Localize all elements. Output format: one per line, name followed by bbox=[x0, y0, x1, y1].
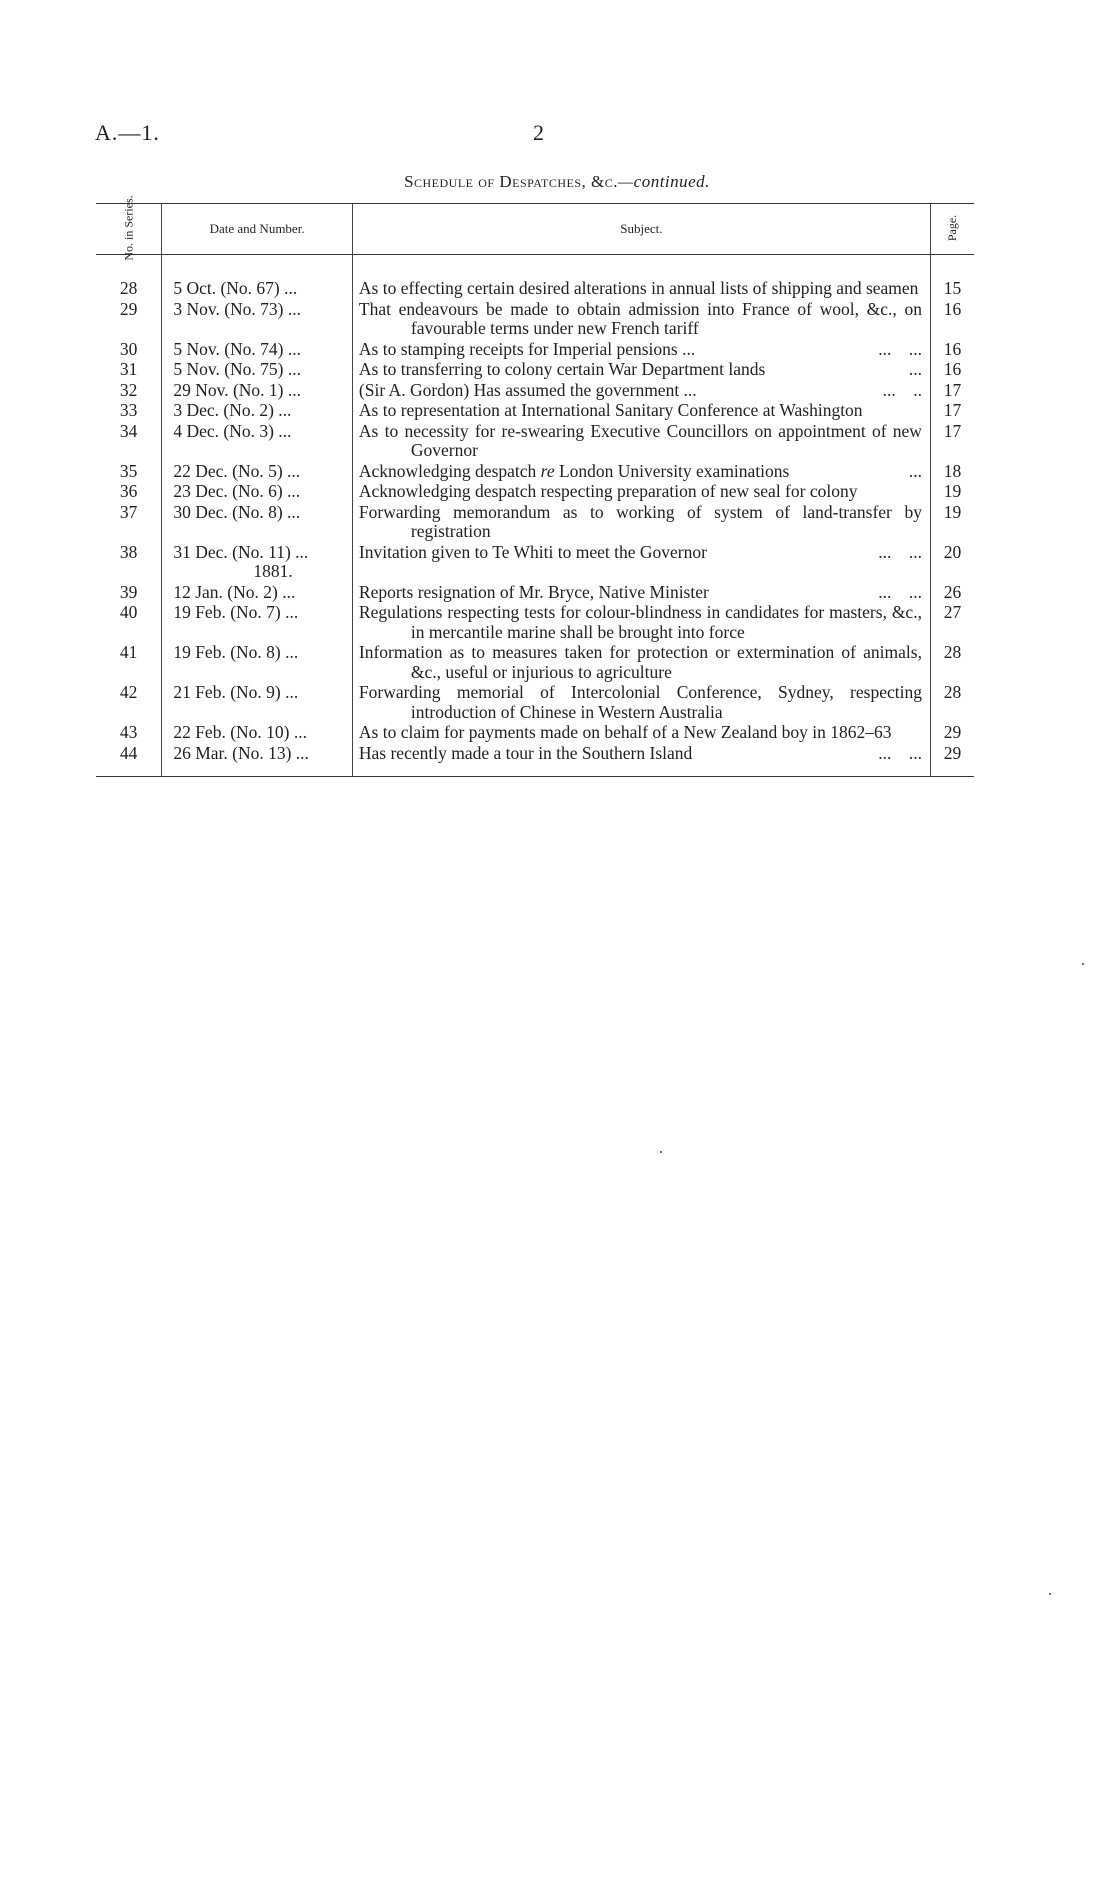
leader-dots: ... ... bbox=[878, 338, 922, 359]
paper-speck bbox=[1049, 1593, 1051, 1595]
table-row bbox=[96, 743, 974, 764]
row-subject bbox=[352, 542, 930, 582]
row-date-text: 5 Nov. (No. 75) ... bbox=[173, 359, 301, 379]
row-date-text: 3 Nov. (No. 73) ... bbox=[173, 298, 301, 319]
row-date bbox=[162, 602, 353, 642]
row-number: 43 bbox=[119, 722, 138, 742]
row-subject bbox=[352, 502, 930, 542]
row-subject bbox=[352, 359, 930, 380]
leader-dots: ... .. bbox=[882, 379, 922, 400]
row-subject-text: As to transferring to colony certain War Department lands bbox=[358, 359, 766, 379]
row-subject bbox=[352, 299, 930, 339]
page-number: 2 bbox=[533, 120, 544, 145]
row-date-text: 19 Feb. (No. 8) ... bbox=[173, 642, 299, 662]
row-number: 36 bbox=[119, 481, 138, 501]
leader-dots: ... ... bbox=[878, 742, 922, 763]
row-date bbox=[162, 722, 353, 743]
row-subject bbox=[352, 421, 930, 461]
table-row bbox=[96, 542, 974, 582]
row-page: 16 bbox=[930, 359, 974, 380]
row-date bbox=[162, 278, 353, 299]
row-number: 41 bbox=[119, 642, 138, 662]
row-number: 39 bbox=[119, 581, 138, 602]
row-date-text: 19 Feb. (No. 7) ... bbox=[173, 602, 299, 622]
table-header-row bbox=[96, 204, 974, 255]
row-number: 38 bbox=[119, 541, 138, 562]
row-number: 37 bbox=[119, 501, 138, 522]
row-date bbox=[162, 380, 353, 401]
column-header-date: Date and Number. bbox=[162, 204, 353, 255]
row-date-text: 26 Mar. (No. 13) ... bbox=[173, 742, 309, 763]
column-header-no: No. in Series. bbox=[96, 204, 162, 255]
row-subject bbox=[352, 278, 930, 299]
table-row bbox=[96, 642, 974, 682]
leader-dots: ... bbox=[908, 460, 922, 481]
leader-dots: ... bbox=[908, 359, 922, 379]
row-number: 31 bbox=[119, 359, 138, 379]
paper-speck bbox=[1082, 963, 1084, 965]
leader-dots: ... ... bbox=[878, 581, 922, 602]
row-date bbox=[162, 743, 353, 764]
row-date bbox=[162, 359, 353, 380]
row-page: 19 bbox=[930, 502, 974, 542]
row-date bbox=[162, 582, 353, 603]
row-number: 33 bbox=[119, 400, 138, 420]
row-date bbox=[162, 400, 353, 421]
row-number: 30 bbox=[119, 338, 138, 359]
table-row bbox=[96, 359, 974, 380]
row-date-text: 22 Feb. (No. 10) ... bbox=[173, 722, 307, 742]
row-subject bbox=[352, 582, 930, 603]
table-row bbox=[96, 602, 974, 642]
table-row bbox=[96, 278, 974, 299]
row-number: 32 bbox=[119, 379, 138, 400]
table-row bbox=[96, 682, 974, 722]
row-page: 15 bbox=[930, 278, 974, 299]
row-page: 26 bbox=[930, 582, 974, 603]
row-date bbox=[162, 682, 353, 722]
row-date bbox=[162, 299, 353, 339]
row-date-text: 22 Dec. (No. 5) ... bbox=[173, 460, 301, 481]
row-subject bbox=[352, 339, 930, 360]
row-date-text: 29 Nov. (No. 1) ... bbox=[173, 379, 301, 400]
row-date-text: 21 Feb. (No. 9) ... bbox=[173, 682, 299, 702]
row-number: 42 bbox=[119, 682, 138, 702]
row-page: 19 bbox=[930, 481, 974, 502]
row-subject-text: That endeavours be made to obtain admission into France of wool, &c., on favourable terms under new French tariff bbox=[358, 298, 922, 338]
row-number: 44 bbox=[119, 742, 138, 763]
row-page: 28 bbox=[930, 682, 974, 722]
table-end-row bbox=[96, 763, 974, 777]
row-page: 18 bbox=[930, 461, 974, 482]
row-date bbox=[162, 542, 353, 582]
row-date bbox=[162, 642, 353, 682]
row-number: 35 bbox=[119, 460, 138, 481]
row-subject bbox=[352, 642, 930, 682]
row-page: 17 bbox=[930, 400, 974, 421]
row-date-text: 3 Dec. (No. 2) ... bbox=[173, 400, 292, 420]
table-row bbox=[96, 481, 974, 502]
row-number: 34 bbox=[119, 420, 138, 441]
table-row bbox=[96, 722, 974, 743]
row-subject bbox=[352, 461, 930, 482]
row-subject-text: Acknowledging despatch respecting preparation of new seal for colony bbox=[358, 481, 858, 501]
table-row bbox=[96, 421, 974, 461]
column-header-subject: Subject. bbox=[352, 204, 930, 255]
document-reference: A.—1. bbox=[95, 120, 160, 145]
row-page: 28 bbox=[930, 642, 974, 682]
row-subject-text: As to stamping receipts for Imperial pensions ... bbox=[358, 338, 696, 359]
column-header-page: Page. bbox=[930, 204, 974, 255]
year-heading: 1881. bbox=[253, 561, 293, 581]
row-subject-text: Acknowledging despatch re London University examinations bbox=[358, 460, 790, 481]
caption-continued: —continued. bbox=[618, 172, 710, 191]
row-subject bbox=[352, 682, 930, 722]
row-date-text: 30 Dec. (No. 8) ... bbox=[173, 501, 301, 522]
table-row bbox=[96, 339, 974, 360]
row-date bbox=[162, 461, 353, 482]
caption-title: Schedule of Despatches, &c. bbox=[404, 172, 619, 191]
row-subject-text: Has recently made a tour in the Southern Island bbox=[358, 742, 693, 763]
table-spacer-row bbox=[96, 255, 974, 279]
row-subject-text: Reports resignation of Mr. Bryce, Native Minister bbox=[358, 581, 709, 602]
table-row bbox=[96, 461, 974, 482]
row-subject-text: As to necessity for re-swearing Executive Councillors on appointment of new Governor bbox=[358, 420, 922, 460]
row-date-text: 23 Dec. (No. 6) ... bbox=[173, 481, 301, 501]
table-caption bbox=[0, 172, 1114, 192]
row-subject bbox=[352, 380, 930, 401]
row-date-text: 12 Jan. (No. 2) ... bbox=[173, 581, 296, 602]
despatch-schedule-table bbox=[96, 195, 974, 777]
paper-speck bbox=[660, 1151, 662, 1153]
row-subject-text: As to claim for payments made on behalf of a New Zealand boy in 1862–63 bbox=[358, 722, 892, 742]
row-subject bbox=[352, 602, 930, 642]
row-page: 16 bbox=[930, 339, 974, 360]
row-date-text: 4 Dec. (No. 3) ... bbox=[173, 420, 292, 441]
row-subject bbox=[352, 400, 930, 421]
row-subject-text: Forwarding memorandum as to working of system of land-transfer by registration bbox=[358, 501, 922, 541]
table-row bbox=[96, 502, 974, 542]
row-number: 29 bbox=[119, 298, 138, 319]
row-page: 27 bbox=[930, 602, 974, 642]
row-subject-text: Invitation given to Te Whiti to meet the Governor bbox=[358, 541, 707, 562]
row-subject bbox=[352, 722, 930, 743]
row-page: 29 bbox=[930, 722, 974, 743]
row-page: 16 bbox=[930, 299, 974, 339]
row-subject-text: As to effecting certain desired alterations in annual lists of shipping and seamen bbox=[358, 278, 919, 298]
table-row bbox=[96, 380, 974, 401]
row-page: 17 bbox=[930, 380, 974, 401]
table-row bbox=[96, 582, 974, 603]
row-subject-text: As to representation at International Sanitary Conference at Washington bbox=[358, 400, 863, 420]
row-date bbox=[162, 502, 353, 542]
row-date-text: 5 Oct. (No. 67) ... bbox=[173, 278, 298, 298]
row-subject-text: Forwarding memorial of Intercolonial Conference, Sydney, respecting introduction of Chinese in Western Australia bbox=[358, 682, 922, 722]
row-page: 17 bbox=[930, 421, 974, 461]
row-subject bbox=[352, 743, 930, 764]
row-page: 20 bbox=[930, 542, 974, 582]
row-page: 29 bbox=[930, 743, 974, 764]
row-number: 40 bbox=[119, 602, 138, 622]
row-subject-text: (Sir A. Gordon) Has assumed the government ... bbox=[358, 379, 697, 400]
row-number: 28 bbox=[119, 278, 138, 298]
row-date-text: 31 Dec. (No. 11) ... bbox=[173, 541, 309, 562]
row-date-text: 5 Nov. (No. 74) ... bbox=[173, 338, 301, 359]
row-subject-text: Regulations respecting tests for colour-blindness in candidates for masters, &c., in mercantile marine shall be brought into force bbox=[358, 602, 922, 642]
leader-dots: ... ... bbox=[878, 541, 922, 562]
row-date bbox=[162, 421, 353, 461]
table-row bbox=[96, 299, 974, 339]
row-date bbox=[162, 481, 353, 502]
row-subject bbox=[352, 481, 930, 502]
table-row bbox=[96, 400, 974, 421]
row-date bbox=[162, 339, 353, 360]
row-subject-text: Information as to measures taken for protection or extermination of animals, &c., useful or injurious to agriculture bbox=[358, 642, 922, 682]
